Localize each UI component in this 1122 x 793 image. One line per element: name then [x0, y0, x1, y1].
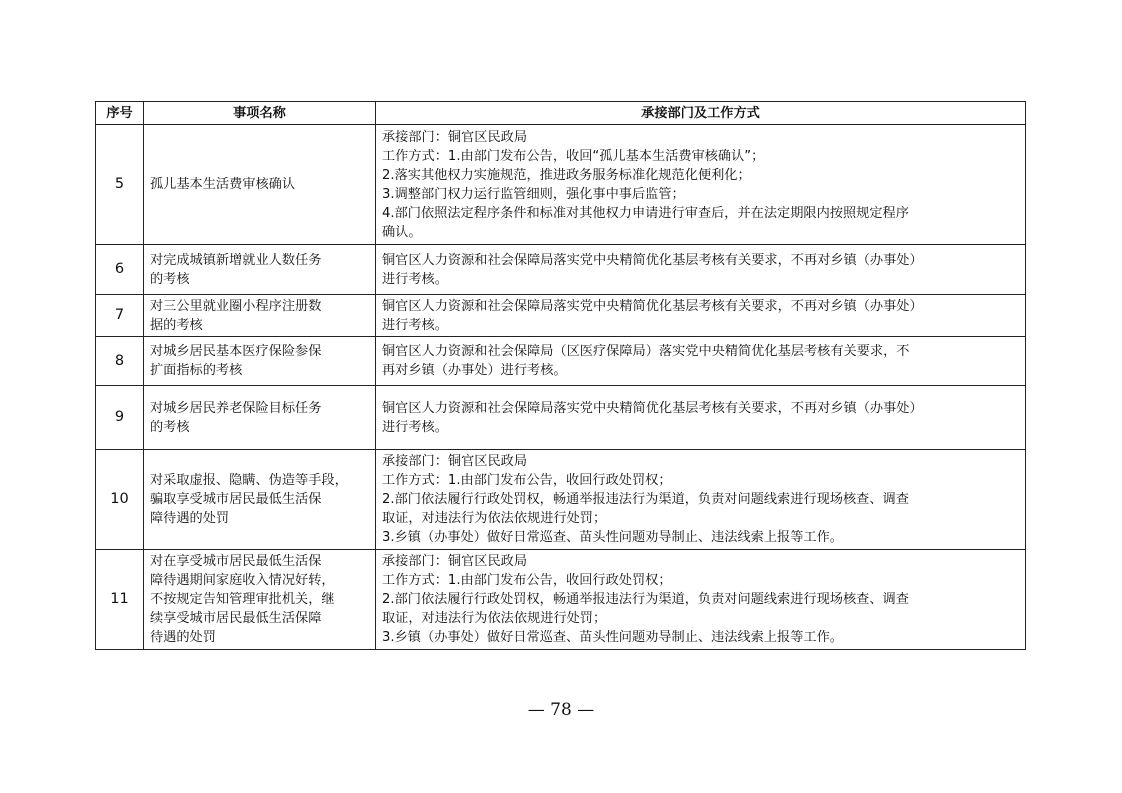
table-row: [96, 450, 1026, 550]
row-serial-number: 7: [96, 295, 144, 337]
item-name-line: 据的考核: [150, 317, 203, 333]
table-body: [96, 125, 1026, 650]
item-name-line: 扩面指标的考核: [150, 363, 243, 378]
table-header-row: [96, 102, 1026, 125]
department-method-line: 3.乡镇（办事处）做好日常巡查、苗头性问题劝导制止、违法线索上报等工作。: [382, 530, 843, 545]
department-method-line: 3.乡镇（办事处）做好日常巡查、苗头性问题劝导制止、违法线索上报等工作。: [382, 630, 843, 645]
row-department-method: [376, 337, 1026, 386]
item-name-line: 待遇的处罚: [150, 630, 216, 645]
department-method-line: 2.部门依法履行行政处罚权，畅通举报违法行为渠道，负责对问题线索进行现场核查、调查: [382, 492, 909, 507]
row-department-method: [376, 550, 1026, 650]
header-department-method: 承接部门及工作方式: [376, 102, 1026, 125]
row-serial-number: 8: [96, 337, 144, 386]
row-department-method: [376, 295, 1026, 337]
item-name-line: 的考核: [150, 419, 190, 435]
row-department-method: [376, 245, 1026, 295]
row-item-name: [144, 386, 376, 450]
row-department-method: [376, 450, 1026, 550]
header-serial-number: 序号: [96, 102, 144, 125]
department-method-line: 进行考核。: [382, 317, 448, 333]
department-method-line: 确认。: [382, 224, 422, 240]
department-method-line: 铜官区人力资源和社会保障局（区医疗保障局）落实党中央精简优化基层考核有关要求，不: [382, 344, 910, 359]
table-row: [96, 245, 1026, 295]
department-method-line: 取证，对违法行为依法依规进行处罚；: [382, 511, 607, 526]
department-method-line: 2.部门依法履行行政处罚权，畅通举报违法行为渠道，负责对问题线索进行现场核查、调查: [382, 592, 909, 607]
row-department-method: [376, 386, 1026, 450]
table-row: [96, 295, 1026, 337]
item-name-line: 对城乡居民养老保险目标任务: [150, 400, 322, 416]
row-item-name: [144, 125, 376, 245]
department-method-line: 工作方式：1.由部门发布公告，收回行政处罚权；: [382, 473, 672, 488]
header-item-name: 事项名称: [144, 102, 376, 125]
item-name-line: 对三公里就业圈小程序注册数: [150, 298, 322, 314]
item-name-line: 不按规定告知管理审批机关，继: [150, 592, 335, 607]
page-number: — 78 —: [527, 700, 595, 720]
department-method-line: 承接部门：铜官区民政局: [382, 454, 528, 469]
row-serial-number: 5: [96, 125, 144, 245]
item-name-line: 骗取享受城市居民最低生活保: [150, 492, 322, 507]
item-name-line: 对采取虚报、隐瞒、伪造等手段，: [150, 473, 348, 488]
department-method-line: 2.落实其他权力实施规范，推进政务服务标准化规范化便利化；: [382, 167, 751, 183]
matters-table: [95, 101, 1026, 650]
row-serial-number: 10: [96, 450, 144, 550]
table-row: [96, 125, 1026, 245]
row-department-method: [376, 125, 1026, 245]
item-name-line: 对在享受城市居民最低生活保: [150, 554, 322, 569]
item-name-line: 对完成城镇新增就业人数任务: [150, 252, 322, 268]
department-method-line: 进行考核。: [382, 419, 448, 435]
table-row: [96, 550, 1026, 650]
department-method-line: 4.部门依照法定程序条件和标准对其他权力申请进行审查后，并在法定期限内按照规定程序: [382, 205, 909, 221]
department-method-line: 再对乡镇（办事处）进行考核。: [382, 363, 567, 378]
department-method-line: 取证，对违法行为依法依规进行处罚；: [382, 611, 607, 626]
department-method-line: 铜官区人力资源和社会保障局落实党中央精简优化基层考核有关要求，不再对乡镇（办事处）: [382, 252, 923, 268]
row-serial-number: 6: [96, 245, 144, 295]
row-item-name: [144, 245, 376, 295]
department-method-line: 承接部门：铜官区民政局: [382, 129, 528, 145]
row-serial-number: 9: [96, 386, 144, 450]
table-row: [96, 386, 1026, 450]
item-name-line: 障待遇期间家庭收入情况好转，: [150, 573, 335, 588]
item-name-line: 孤儿基本生活费审核确认: [150, 177, 296, 192]
row-serial-number: 11: [96, 550, 144, 650]
department-method-line: 承接部门：铜官区民政局: [382, 554, 528, 569]
item-name-line: 的考核: [150, 271, 190, 287]
department-method-line: 铜官区人力资源和社会保障局落实党中央精简优化基层考核有关要求，不再对乡镇（办事处）: [382, 400, 923, 416]
item-name-line: 障待遇的处罚: [150, 511, 230, 526]
department-method-line: 3.调整部门权力运行监管细则，强化事中事后监管；: [382, 186, 685, 202]
department-method-line: 工作方式：1.由部门发布公告，收回行政处罚权；: [382, 573, 672, 588]
department-method-line: 铜官区人力资源和社会保障局落实党中央精简优化基层考核有关要求，不再对乡镇（办事处）: [382, 298, 923, 314]
item-name-line: 续享受城市居民最低生活保障: [150, 611, 322, 626]
department-method-line: 进行考核。: [382, 271, 448, 287]
row-item-name: [144, 295, 376, 337]
row-item-name: [144, 337, 376, 386]
department-method-line: 工作方式：1.由部门发布公告，收回“孤儿基本生活费审核确认”；: [382, 148, 765, 164]
item-name-line: 对城乡居民基本医疗保险参保: [150, 344, 322, 359]
row-item-name: [144, 450, 376, 550]
row-item-name: [144, 550, 376, 650]
table-row: [96, 337, 1026, 386]
